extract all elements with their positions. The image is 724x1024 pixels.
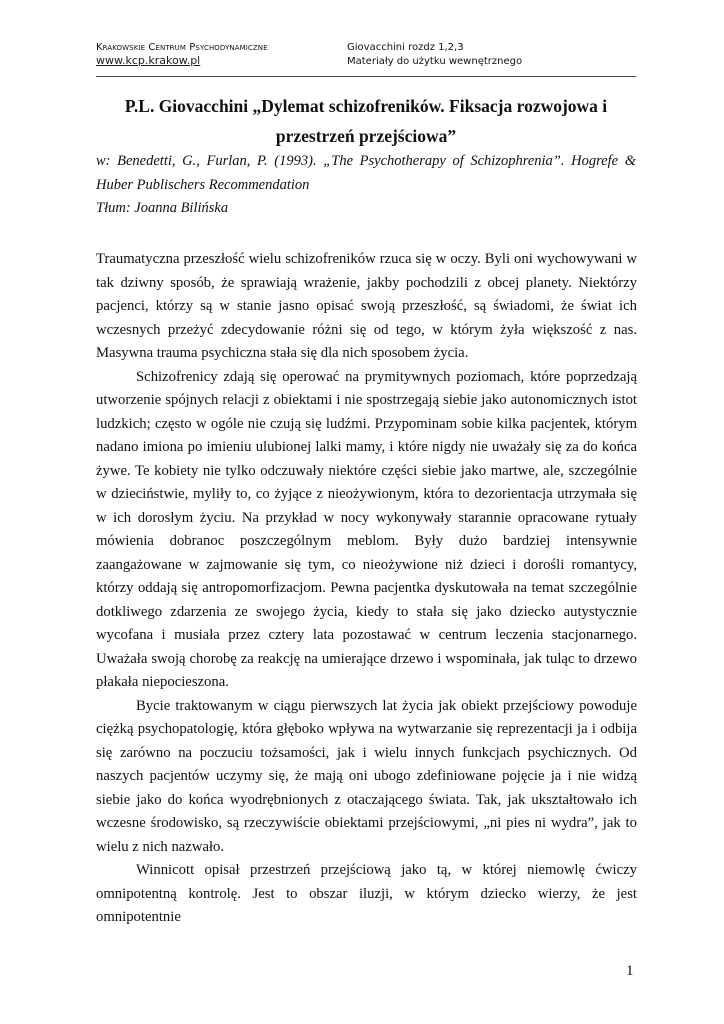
document-title: P.L. Giovacchini „Dylemat schizofreników. Fiksacja rozwojowa i przestrzeń przejściowa” (124, 96, 608, 146)
organization-url[interactable]: www.kcp.krakow.pl (96, 54, 201, 67)
paragraph: Winnicott opisał przestrzeń przejściową jako tą, w której niemowlę ćwiczy omnipotentną kontrolę. Jest to obszar iluzji, w którym dziecko wierzy, że jest omnipotentnie (96, 862, 637, 925)
page-number: 1 (626, 963, 634, 979)
body-text (96, 248, 637, 930)
paragraph: Bycie traktowanym w ciągu pierwszych lat życia jak obiekt przejściowy powoduje ciężką psychopatologię, która głęboko wpływa na wytwarzanie się reprezentacji ja i odbija się zarówno na poczuciu tożsamości, jak i wielu innych funkcjach psychicznych. Od naszych pacjentów uczymy się, że mają oni ubogo zdefiniowane pojęcie ja i nie widzą siebie jako do końca wyodrębnionych z otaczającego świata. Tak, jak ukształtowało ich wczesne środowisko, są rzeczywiście obiektami przejściowymi, „ni pies ni wydra”, jak to wielu z nich nazwało. (96, 697, 637, 855)
header-doc-title: Giovacchini rozdz 1,2,3 (347, 42, 464, 53)
paragraph: Schizofrenicy zdają się operować na prymitywnych poziomach, które poprzedzają utworzenie spójnych relacji z obiektami i nie spostrzegają siebie jako autonomicznych istot ludzkich; często w ogóle nie czują się ludźmi. Przypominam sobie kilka pacjentek, którym nadano imiona po imieniu ulubionej lalki mamy, i które nigdy nie uważały się za do końca żywe. Te kobiety nie tylko odczuwały niektóre części siebie jako martwe, ale, szczególnie w dzieciństwie, myliły to, co żyjące z nieożywionym, która to dezorientacja utrzymała się w ich dorosłym życiu. Na przykład w nocy wykonywały starannie opracowane rytuały mówienia dobranoc poszczególnym meblom. Były dużo bardziej intensywnie zaangażowane w zajmowanie się tym, co nieożywione niż dzieci i dorośli romantycy, którzy oddają się antropomorfizacjom. Pewna pacjentka dyskutowała na temat szczególnie dotkliwego zdarzenia ze swojego życia, kiedy to stała się jako dziecko autystycznie wycofana i musiała przez cztery lata pozostawać w centrum leczenia stacjonarnego. Uważała swoją chorobę za reakcję na umierające drzewo i wspominała, jak tuląc to drzewo płakała niepocieszona. (96, 368, 637, 690)
header-right (347, 41, 522, 69)
translator-credit: Tłum: Joanna Bilińska (96, 200, 229, 216)
header-doc-note: Materiały do użytku wewnętrznego (347, 56, 523, 67)
source-citation: w: Benedetti, G., Furlan, P. (1993). „The Psychotherapy of Schizophrenia”. Hogrefe & Huber Publischers Recommendation (96, 153, 636, 193)
header-divider (96, 76, 636, 77)
organization-name: Krakowskie Centrum Psychodynamiczne (96, 42, 268, 53)
paragraph: Traumatyczna przeszłość wielu schizofreników rzuca się w oczy. Byli oni wychowywani w tak dziwny sposób, że sprawiają wrażenie, jakby pochodzili z obcej planety. Niektórzy pacjenci, którzy są w stanie jasno opisać swoją przeszłość, są świadomi, że świat ich wczesnych przeżyć zdecydowanie różni się od tego, w którym żyła większość z nas. Masywna trauma psychiczna stała się dla nich sposobem życia. (96, 251, 637, 361)
header-left (96, 41, 268, 68)
page-header (96, 41, 636, 77)
reference-block (96, 150, 636, 221)
